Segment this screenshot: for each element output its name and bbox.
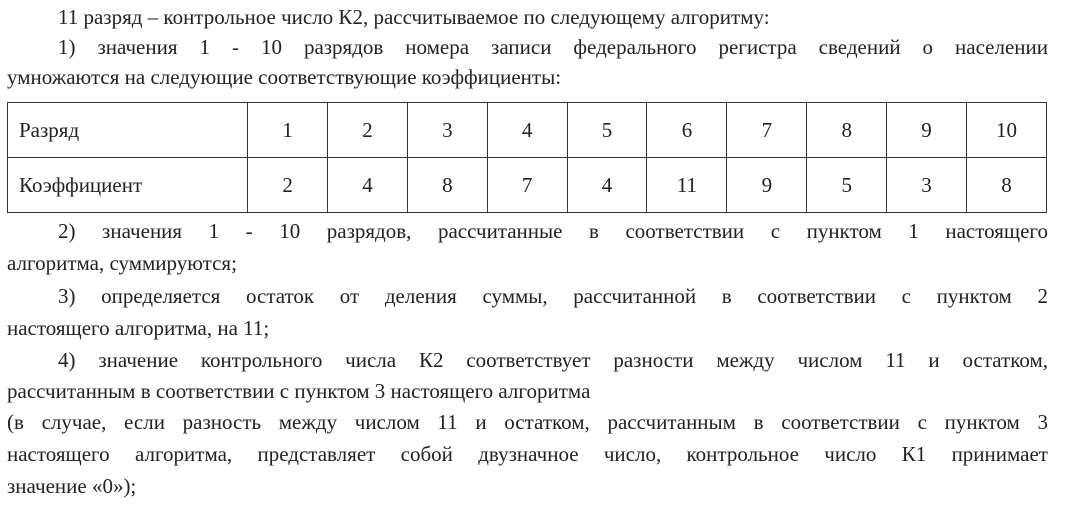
table-cell: 9 bbox=[727, 158, 807, 213]
table-cell: 3 bbox=[887, 158, 967, 213]
table-cell: 2 bbox=[248, 158, 328, 213]
table-cell: 4 bbox=[487, 103, 567, 158]
row-label-digit: Разряд bbox=[8, 103, 248, 158]
table-cell: 8 bbox=[966, 158, 1046, 213]
step2-line-1: 2) значения 1 - 10 разрядов, рассчитанные в соответствии с пунктом 1 настоящего bbox=[58, 219, 1048, 243]
table-cell: 10 bbox=[966, 103, 1046, 158]
note-line-2: настоящего алгоритма, представляет собой двузначное число, контрольное число К1 принимает bbox=[7, 442, 1048, 466]
step3-line-2: настоящего алгоритма, на 11; bbox=[7, 316, 270, 340]
step3-line-1: 3) определяется остаток от деления суммы, рассчитанной в соответствии с пунктом 2 bbox=[58, 284, 1048, 308]
note-line-1: (в случае, если разность между числом 11 и остатком, рассчитанным в соответствии с пунктом 3 bbox=[7, 410, 1048, 434]
intro-line-1: 11 разряд – контрольное число К2, рассчитываемое по следующему алгоритму: bbox=[58, 5, 770, 29]
step1-line-1: 1) значения 1 - 10 разрядов номера записи федерального регистра сведений о населении bbox=[58, 35, 1048, 59]
table-cell: 3 bbox=[407, 103, 487, 158]
row-label-coefficient: Коэффициент bbox=[8, 158, 248, 213]
table-cell: 1 bbox=[248, 103, 328, 158]
table-cell: 7 bbox=[487, 158, 567, 213]
note-line-3: значение «0»); bbox=[7, 474, 137, 498]
coefficients-table bbox=[7, 102, 1047, 213]
table-cell: 4 bbox=[567, 158, 647, 213]
table-cell: 6 bbox=[647, 103, 727, 158]
table-cell: 11 bbox=[647, 158, 727, 213]
table-cell: 7 bbox=[727, 103, 807, 158]
step4-line-1: 4) значение контрольного числа К2 соответствует разности между числом 11 и остатком, bbox=[58, 348, 1048, 372]
step4-line-2: рассчитанным в соответствии с пунктом 3 настоящего алгоритма bbox=[7, 379, 591, 403]
step1-line-2: умножаются на следующие соответствующие коэффициенты: bbox=[7, 65, 562, 89]
table-row-digits bbox=[8, 103, 1047, 158]
table-cell: 5 bbox=[807, 158, 887, 213]
table-cell: 8 bbox=[407, 158, 487, 213]
table-row-coefficients bbox=[8, 158, 1047, 213]
table-cell: 9 bbox=[887, 103, 967, 158]
table-cell: 2 bbox=[328, 103, 408, 158]
table-cell: 8 bbox=[807, 103, 887, 158]
step2-line-2: алгоритма, суммируются; bbox=[7, 251, 237, 275]
table-cell: 4 bbox=[328, 158, 408, 213]
table-cell: 5 bbox=[567, 103, 647, 158]
